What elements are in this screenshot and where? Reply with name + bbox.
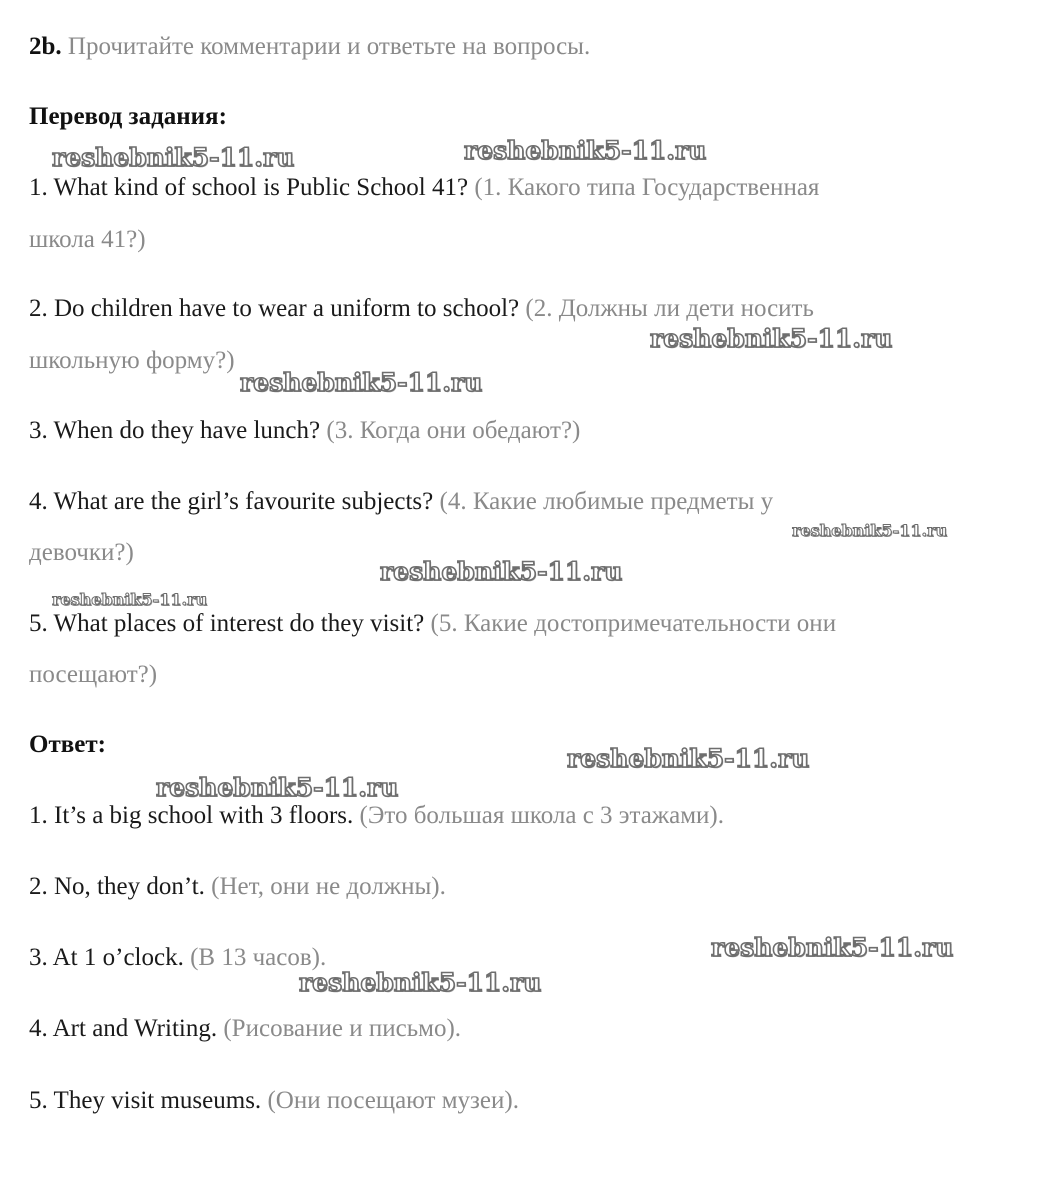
answer-5 [29, 1086, 519, 1116]
watermark: reshebnik5-11.ru [792, 521, 948, 540]
watermark: reshebnik5-11.ru [464, 136, 707, 165]
answer-heading: Ответ: [29, 731, 106, 758]
question-5-ru-cont: посещают?) [29, 661, 158, 688]
answer-5-en: 5. They visit museums. [29, 1087, 262, 1114]
question-2-ru-cont: школьную форму?) [29, 347, 235, 374]
watermark: reshebnik5-11.ru [299, 968, 542, 997]
question-2-ru: (2. Должны ли дети носить [525, 295, 814, 322]
answer-4-en: 4. Art and Writing. [29, 1015, 218, 1042]
answer-4-ru: (Рисование и письмо). [223, 1015, 462, 1042]
question-5 [29, 609, 836, 639]
question-2 [29, 294, 814, 324]
watermark: reshebnik5-11.ru [650, 324, 893, 353]
answer-1-en: 1. It’s a big school with 3 floors. [29, 802, 354, 829]
answer-5-ru: (Они посещают музеи). [267, 1087, 519, 1114]
question-4-ru: (4. Какие любимые предметы у [439, 488, 774, 515]
translation-heading: Перевод задания: [29, 103, 227, 130]
watermark: reshebnik5-11.ru [567, 744, 810, 773]
watermark: reshebnik5-11.ru [156, 773, 399, 802]
question-1-ru-cont: школа 41?) [29, 226, 146, 253]
watermark: reshebnik5-11.ru [380, 557, 623, 586]
question-4-ru-cont: девочки?) [29, 539, 134, 566]
question-1 [29, 173, 819, 203]
question-1-en: 1. What kind of school is Public School 41? [29, 174, 469, 201]
question-1-ru: (1. Какого типа Государственная [474, 174, 820, 201]
task-instruction: Прочитайте комментарии и ответьте на вопросы. [67, 33, 591, 60]
question-2-en: 2. Do children have to wear a uniform to school? [29, 295, 520, 322]
answer-2-en: 2. No, they don’t. [29, 873, 205, 900]
question-4-en: 4. What are the girl’s favourite subjects? [29, 488, 434, 515]
watermark: reshebnik5-11.ru [711, 933, 954, 962]
answer-1-ru: (Это большая школа с 3 этажами). [359, 802, 724, 829]
answer-2 [29, 872, 446, 902]
question-3 [29, 416, 580, 446]
watermark: reshebnik5-11.ru [240, 368, 483, 397]
question-5-ru: (5. Какие достопримечательности они [430, 610, 837, 637]
answer-3-ru: (В 13 часов). [190, 944, 327, 971]
question-3-en: 3. When do they have lunch? [29, 417, 321, 444]
answer-2-ru: (Нет, они не должны). [211, 873, 446, 900]
watermark: reshebnik5-11.ru [52, 143, 295, 172]
task-label: 2b. [29, 33, 62, 60]
task-header [29, 32, 590, 62]
answer-1 [29, 801, 724, 831]
watermark: reshebnik5-11.ru [52, 590, 208, 609]
question-3-ru: (3. Когда они обедают?) [326, 417, 581, 444]
answer-3 [29, 943, 326, 973]
question-5-en: 5. What places of interest do they visit? [29, 610, 425, 637]
answer-4 [29, 1014, 461, 1044]
answer-3-en: 3. At 1 o’clock. [29, 944, 184, 971]
question-4 [29, 487, 773, 517]
